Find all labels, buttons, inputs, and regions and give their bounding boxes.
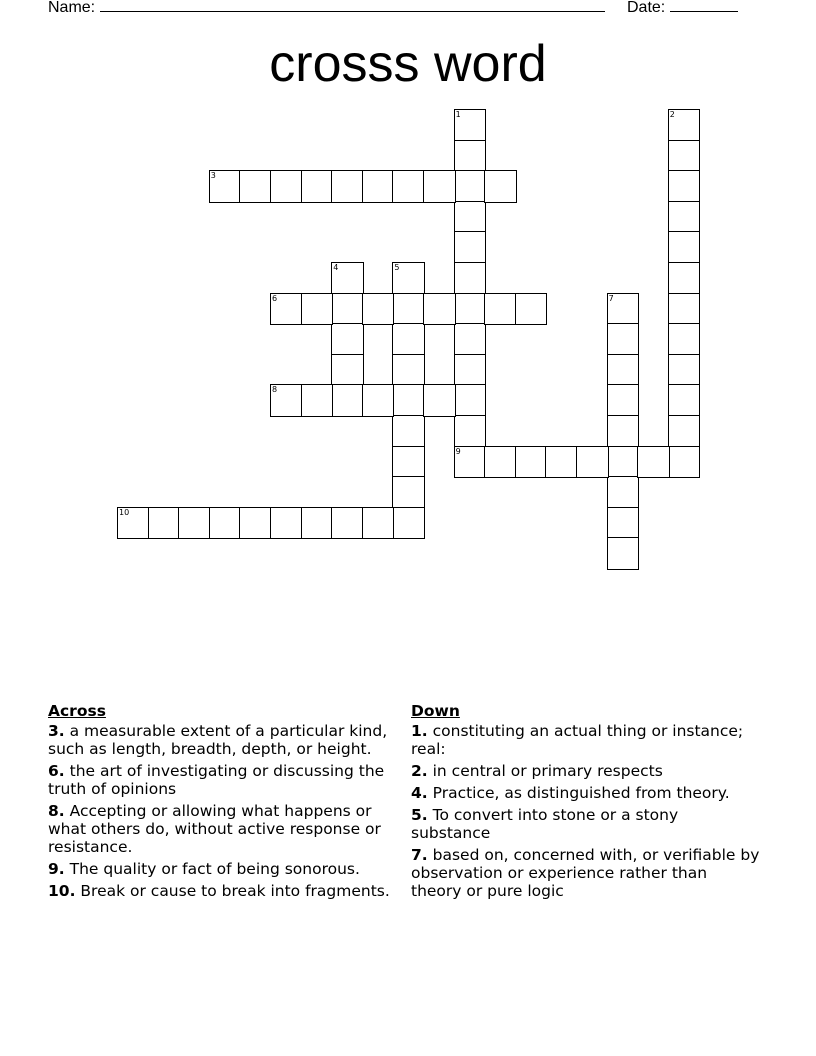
clue-down-7: 7. based on, concerned with, or verifiable by observation or experience rather than theory or pure logic	[411, 846, 760, 900]
grid-cell[interactable]	[454, 231, 487, 264]
clue-across-3: 3. a measurable extent of a particular kind, such as length, breadth, depth, or height.	[48, 722, 388, 758]
grid-cell[interactable]	[423, 170, 456, 203]
grid-cell[interactable]	[331, 293, 364, 326]
grid-cell[interactable]	[668, 293, 701, 326]
grid-cell[interactable]	[668, 446, 701, 479]
grid-cell[interactable]	[178, 507, 211, 540]
grid-cell[interactable]	[576, 446, 609, 479]
grid-cell[interactable]	[454, 262, 487, 295]
cell-number: 2	[669, 110, 675, 119]
grid-cell[interactable]	[392, 476, 425, 509]
grid-cell[interactable]	[392, 446, 425, 479]
grid-cell[interactable]	[454, 170, 487, 203]
grid-cell[interactable]	[362, 293, 395, 326]
grid-cell[interactable]	[607, 537, 640, 570]
grid-cell[interactable]	[301, 293, 334, 326]
grid-cell[interactable]	[117, 507, 150, 540]
name-field[interactable]	[48, 0, 605, 17]
grid-cell[interactable]	[392, 262, 425, 295]
grid-cell[interactable]	[668, 140, 701, 173]
grid-cell[interactable]	[607, 354, 640, 387]
grid-cell[interactable]	[668, 262, 701, 295]
cell-number: 6	[272, 293, 278, 303]
across-clues	[48, 702, 398, 904]
grid-cell[interactable]	[668, 415, 701, 448]
page-title: crosss word	[269, 35, 547, 93]
clue-across-6: 6. the art of investigating or discussing the truth of opinions	[48, 762, 385, 798]
grid-cell[interactable]	[607, 446, 640, 479]
grid-cell[interactable]	[331, 384, 364, 417]
grid-cell[interactable]	[668, 109, 701, 142]
grid-cell[interactable]	[545, 446, 578, 479]
grid-cell[interactable]	[392, 170, 425, 203]
clue-across-8: 8. Accepting or allowing what happens or what others do, without active response or resistance.	[48, 802, 381, 856]
clue-down-4: 4. Practice, as distinguished from theory.	[411, 784, 730, 802]
cell-number: 3	[210, 171, 216, 181]
clue-down-2: 2. in central or primary respects	[411, 762, 663, 780]
clue-down-5: 5. To convert into stone or a stony substance	[411, 806, 679, 842]
grid-cell[interactable]	[362, 170, 395, 203]
clue-across-10: 10. Break or cause to break into fragments.	[48, 882, 390, 900]
grid-cell[interactable]	[454, 201, 487, 234]
grid-cell[interactable]	[454, 354, 487, 387]
grid-cell[interactable]	[484, 170, 517, 203]
date-label: Date:	[627, 0, 666, 16]
grid-cell[interactable]	[239, 507, 272, 540]
grid-cell[interactable]	[301, 170, 334, 203]
down-heading: Down	[411, 702, 460, 720]
grid-cell[interactable]	[209, 170, 242, 203]
grid-cell[interactable]	[454, 384, 487, 417]
grid-cell[interactable]	[668, 201, 701, 234]
grid-cell[interactable]	[607, 507, 640, 540]
date-blank-line[interactable]	[670, 0, 738, 12]
grid-cell[interactable]	[392, 354, 425, 387]
grid-cell[interactable]	[270, 170, 303, 203]
grid-cell[interactable]	[423, 384, 456, 417]
name-label: Name:	[48, 0, 96, 16]
grid-cell[interactable]	[209, 507, 242, 540]
cell-number: 8	[272, 385, 278, 395]
grid-cell[interactable]	[668, 323, 701, 356]
grid-cell[interactable]	[331, 323, 364, 356]
cell-number: 10	[119, 507, 130, 517]
cell-number: 9	[455, 446, 461, 456]
grid-cell[interactable]	[454, 109, 487, 142]
grid-cell[interactable]	[331, 170, 364, 203]
date-field[interactable]	[627, 0, 738, 17]
grid-cell[interactable]	[484, 446, 517, 479]
grid-cell[interactable]	[392, 415, 425, 448]
cell-number: 5	[394, 263, 400, 272]
grid-cell[interactable]	[607, 293, 640, 326]
cell-number: 4	[333, 263, 339, 272]
grid-cell[interactable]	[637, 446, 670, 479]
cell-number: 1	[455, 110, 461, 119]
name-blank-line[interactable]	[100, 0, 605, 12]
grid-cell[interactable]	[270, 507, 303, 540]
grid-cell[interactable]	[270, 384, 303, 417]
grid-cell[interactable]	[392, 323, 425, 356]
grid-cell[interactable]	[484, 293, 517, 326]
grid-cell[interactable]	[454, 293, 487, 326]
clue-down-1: 1. constituting an actual thing or instance; real:	[411, 722, 744, 758]
cell-number: 7	[608, 293, 614, 303]
grid-cell[interactable]	[668, 231, 701, 264]
grid-cell[interactable]	[331, 354, 364, 387]
grid-cell[interactable]	[392, 507, 425, 540]
grid-cell[interactable]	[607, 384, 640, 417]
grid-cell[interactable]	[515, 293, 548, 326]
grid-cell[interactable]	[607, 323, 640, 356]
grid-cell[interactable]	[301, 384, 334, 417]
grid-cell[interactable]	[270, 293, 303, 326]
grid-cell[interactable]	[392, 293, 425, 326]
grid-cell[interactable]	[454, 323, 487, 356]
grid-cell[interactable]	[239, 170, 272, 203]
grid-cell[interactable]	[331, 507, 364, 540]
grid-cell[interactable]	[362, 384, 395, 417]
grid-cell[interactable]	[668, 354, 701, 387]
grid-cell[interactable]	[515, 446, 548, 479]
grid-cell[interactable]	[331, 262, 364, 295]
grid-cell[interactable]	[454, 415, 487, 448]
grid-cell[interactable]	[148, 507, 181, 540]
grid-cell[interactable]	[454, 446, 487, 479]
grid-cell[interactable]	[607, 476, 640, 509]
across-heading: Across	[48, 702, 106, 720]
grid-cell[interactable]	[607, 415, 640, 448]
grid-cell[interactable]	[668, 170, 701, 203]
clue-across-9: 9. The quality or fact of being sonorous.	[48, 860, 360, 878]
down-clues	[411, 702, 761, 904]
grid-cell[interactable]	[301, 507, 334, 540]
grid-cell[interactable]	[392, 384, 425, 417]
grid-cell[interactable]	[454, 140, 487, 173]
grid-cell[interactable]	[362, 507, 395, 540]
grid-cell[interactable]	[668, 384, 701, 417]
grid-cell[interactable]	[423, 293, 456, 326]
